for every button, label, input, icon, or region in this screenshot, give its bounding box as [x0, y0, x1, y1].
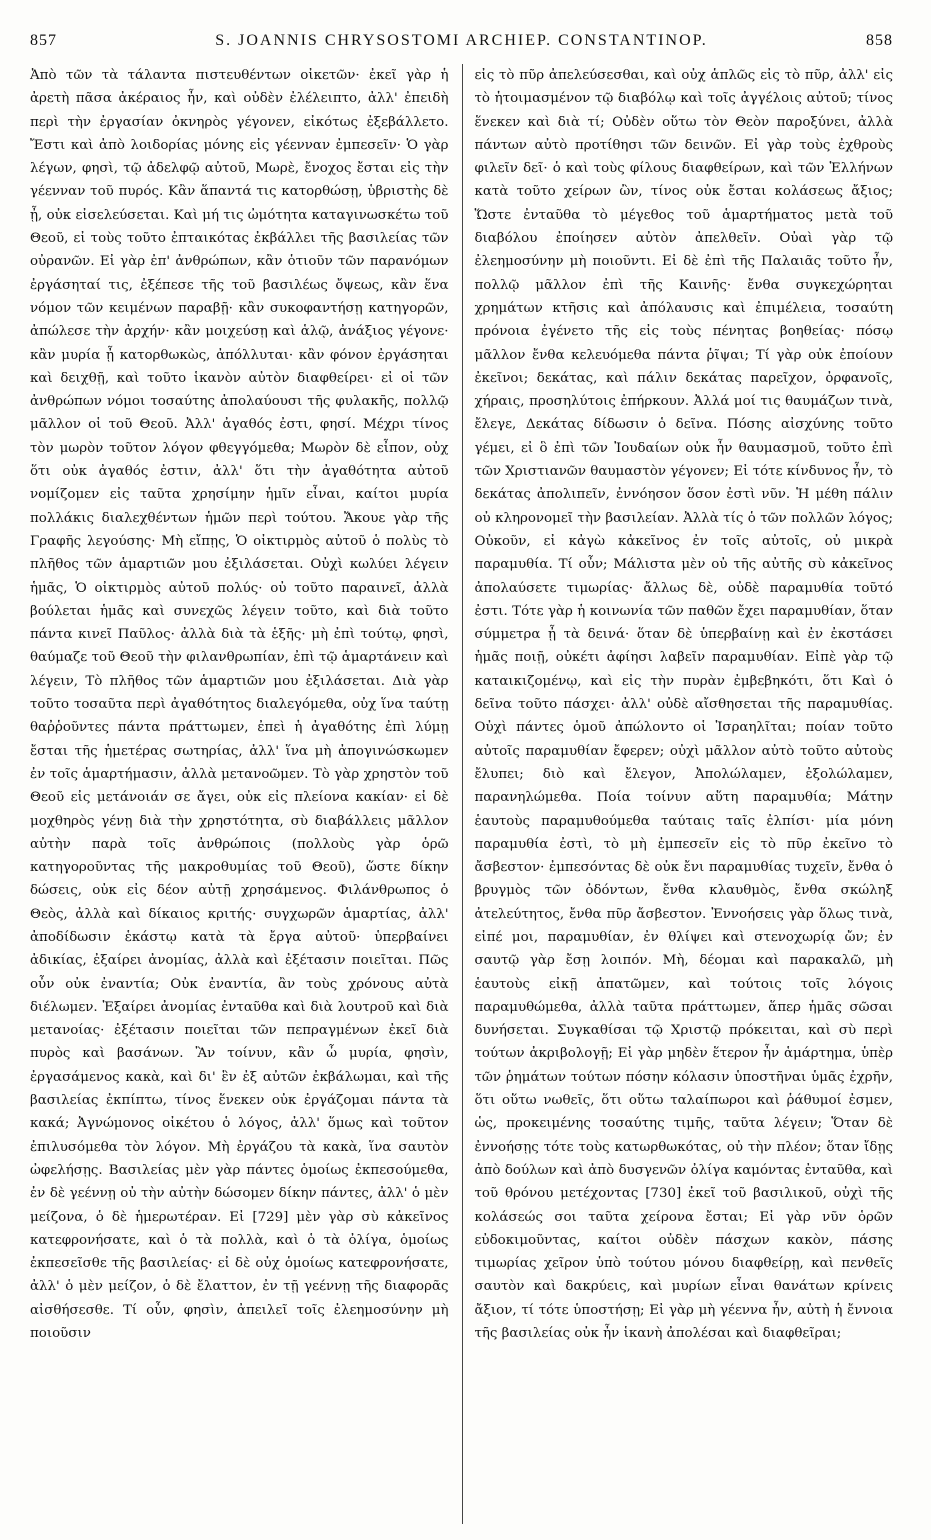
- right-column-text: εἰς τὸ πῦρ ἀπελεύσεσθαι, καὶ οὐχ ἁπλῶς εἰς τὸ πῦρ, ἀλλ' εἰς τὸ ἡτοιμασμένον τῷ διαβόλῳ καὶ τοῖς ἀγγέλοις αὐτοῦ; τίνος ἕνεκεν καὶ διὰ τί; Οὐδὲν οὕτω τὸν Θεὸν παροξύνει, ἀλλὰ πάντων αὐτὸ προτίθησι τῶν δεινῶν. Εἰ γὰρ τοὺς ἐχθροὺς φιλεῖν δεῖ· ὁ καὶ τοὺς φίλους διαφθείρων, καὶ τῶν Ἑλλήνων κατὰ τοῦτο χείρων ὢν, τίνος οὐκ ἔσται κολάσεως ἄξιος; Ὥστε ἐνταῦθα τὸ μέγεθος τοῦ ἁμαρτήματος μετὰ τοῦ διαβόλου ἐποίησεν αὐτὸν ἀπελθεῖν. Οὐαὶ γὰρ τῷ ἐλεημοσύνην μὴ ποιοῦντι. Εἰ δὲ ἐπὶ τῆς Παλαιᾶς τοῦτο ἦν, πολλῷ μᾶλλον ἐπὶ τῆς Καινῆς· ἔνθα συγκεχώρηται χρημάτων κτῆσις καὶ ἀπόλαυσις καὶ ἐπιμέλεια, τοσαύτη πρόνοια ἐγένετο τῆς εἰς τοὺς πένητας βοηθείας· πόσῳ μᾶλλον ἔνθα κελευόμεθα πάντα ῥῖψαι; Τί γὰρ οὐκ ἐποίουν ἐκεῖνοι; δεκάτας, καὶ πάλιν δεκάτας παρεῖχον, ὀρφανοῖς, χήραις, προσηλύτοις ἐπήρκουν. Ἀλλά μοί τις θαυμάζων τινὰ, ἔλεγε, Δεκάτας δίδωσιν ὁ δεῖνα. Πόσης αἰσχύνης τοῦτο γέμει, εἰ ὃ ἐπὶ τῶν Ἰουδαίων οὐκ ἦν θαυμασμοῦ, τοῦτο ἐπὶ τῶν Χριστιανῶν θαυμαστὸν γέγονεν; Εἰ τότε κίνδυνος ἦν, τὸ δεκάτας ἀπολιπεῖν, ἐννόησον ὅσον ἐστὶ νῦν. Ἡ μέθη πάλιν οὐ κληρονομεῖ τὴν βασιλείαν. Ἀλλὰ τίς ὁ τῶν πολλῶν λόγος; Οὐκοῦν, εἰ κἀγὼ κἀκεῖνος ἐν τοῖς αὐτοῖς, οὐ μικρὰ παραμυθία. Τί οὖν; Μάλιστα μὲν οὐ τῆς αὐτῆς σὺ κἀκεῖνος ἀπολαύσετε τιμωρίας· ἄλλως δὲ, οὐδὲ παραμυθία τοῦτό ἐστι. Τότε γὰρ ἡ κοινωνία τῶν παθῶν ἔχει παραμυθίαν, ὅταν σύμμετρα ᾖ τὰ δεινά· ὅταν δὲ ὑπερβαίνῃ καὶ ἐν ἐκστάσει ἡμᾶς ποιῇ, οὐκέτι ἀφίησι λαβεῖν παραμυθίαν. Εἰπὲ γὰρ τῷ καταικιζομένῳ, καὶ εἰς τὴν πυρὰν ἐμβεβηκότι, ὅτι Καὶ ὁ δεῖνα τοῦτο πάσχει· ἀλλ' οὐδὲ αἴσθησεται τῆς παραμυθίας. Οὐχὶ πάντες ὁμοῦ ἀπώλοντο οἱ Ἰσραηλῖται; ποίαν τοῦτο αὐτοῖς παραμυθίαν ἔφερεν; οὐχὶ μᾶλλον αὐτὸ τοῦτο αὐτοὺς ἔλυπει; διὸ καὶ ἔλεγον, Ἀπολώλαμεν, ἐξολώλαμεν, παρανηλώμεθα. Ποία τοίνυν αὕτη παραμυθία; Μάτην ἑαυτοὺς παραμυθούμεθα ταύταις ταῖς ἐλπίσι· μία μόνη παραμυθία ἐστὶ, τὸ μὴ ἐμπεσεῖν εἰς τὸ πῦρ ἐκεῖνο τὸ ἄσβεστον· ἐμπεσόντας δὲ οὐκ ἔνι παραμυθίας τυχεῖν, ἔνθα ὁ βρυγμὸς τῶν ὀδόντων, ἔνθα κλαυθμὸς, ἔνθα σκώληξ ἀτελεύτητος, ἔνθα πῦρ ἄσβεστον. Ἐννοήσεις γὰρ ὅλως τινὰ, εἰπέ μοι, παραμυθίαν, ἐν θλίψει καὶ στενοχωρίᾳ ὤν; ἐν σαυτῷ γὰρ ἔσῃ λοιπόν. Μὴ, δέομαι καὶ παρακαλῶ, μὴ ἑαυτοὺς εἰκῇ ἀπατῶμεν, καὶ τούτοις τοῖς λόγοις παραμυθώμεθα, ἀλλὰ ταῦτα πράττωμεν, ἅπερ ἡμᾶς σῶσαι δυνήσεται. Συγκαθίσαι τῷ Χριστῷ πρόκειται, καὶ σὺ περὶ τούτων ἀκριβολογῇ; Εἰ γὰρ μηδὲν ἕτερον ἦν ἁμάρτημα, ὑπὲρ τῶν ῥημάτων τούτων πόσην κόλασιν ὑποστῆναι ὑμᾶς ἐχρῆν, ὅτι οὕτω νωθεῖς, ὅτι οὕτω ταλαίπωροι καὶ ῥάθυμοί ἐσμεν, ὡς, προκειμένης τοσαύτης τιμῆς, ταῦτα λέγειν; Ὅταν δὲ ἐννοήσῃς τότε τοὺς κατωρθωκότας, οὐ τὴν πλέον; ὅταν ἴδῃς ἀπὸ δούλων καὶ ἀπὸ δυσγενῶν ὀλίγα καμόντας ἐνταῦθα, καὶ τοῦ θρόνου μετέχοντας [730] ἐκεῖ τοῦ βασιλικοῦ, οὐχὶ τῆς κολάσεώς σοι ταῦτα χείρονα ἔσται; Εἰ γὰρ νῦν ὁρῶν εὐδοκιμοῦντας, καίτοι οὐδὲν πάσχων κακὸν, πάσης τιμωρίας χεῖρον ὑπὸ τούτου μόνου διαφθείρῃ, καὶ πενθεῖς σαυτὸν καὶ δακρύεις, καὶ μυρίων εἶναι θανάτων κρίνεις ἄξιον, τί τότε ὑποστήσῃ; Εἰ γὰρ μὴ γέεννα ἦν, αὐτὴ ἡ ἔννοια τῆς βασιλείας οὐκ ἦν ἱκανὴ ἀπολέσαι καὶ διαφθεῖραι;: [474, 68, 893, 1342]
- page-header: [30, 32, 893, 56]
- running-title: S. JOANNIS CHRYSOSTOMI ARCHIEP. CONSTANTINOP.: [215, 32, 708, 49]
- column-divider: [462, 64, 463, 1524]
- left-column-text: Ἀπὸ τῶν τὰ τάλαντα πιστευθέντων οἰκετῶν· ἐκεῖ γὰρ ἡ ἀρετὴ πᾶσα ἀκέραιος ἦν, καὶ οὐδὲν ἐλέλειπτο, ἀλλ' ἐπειδὴ περὶ τὴν ἐργασίαν ὀκνηρὸς γέγονεν, εἰκότως ἐξεβάλλετο. Ἔστι καὶ ἀπὸ λοιδορίας μόνης εἰς γέενναν ἐμπεσεῖν· Ὁ γὰρ λέγων, φησὶ, τῷ ἀδελφῷ αὐτοῦ, Μωρὲ, ἔνοχος ἔσται εἰς τὴν γέενναν τοῦ πυρός. Κἂν ἅπαντά τις κατορθώσῃ, ὑβριστὴς δὲ ᾖ, οὐκ εἰσελεύσεται. Καὶ μή τις ὠμότητα καταγινωσκέτω τοῦ Θεοῦ, εἰ τοὺς τοῦτο ἐπταικότας ἐκβάλλει τῆς βασιλείας τῶν οὐρανῶν. Εἰ γὰρ ἐπ' ἀνθρώπων, κἂν ὁτιοῦν τῶν παρανόμων ἐργάσηταί τις, ἐξέπεσε τῆς τοῦ βασιλέως ὄψεως, κἂν ἕνα νόμον τῶν κειμένων παραβῇ· κἂν συκοφαντήσῃ κατηγορῶν, ἀπώλεσε τὴν ἀρχήν· κἂν μοιχεύσῃ καὶ ἁλῷ, ἀνάξιος γέγονε· κἂν μυρία ᾖ κατορθωκὼς, ἀπόλλυται· κἂν φόνον ἐργάσηται καὶ δειχθῇ, καὶ τοῦτο ἱκανὸν αὐτὸν διαφθείρει· εἰ οἱ τῶν ἀνθρώπων νόμοι τοσαύτης ἀπολαύουσι τῆς φυλακῆς, πολλῷ μᾶλλον οἱ τοῦ Θεοῦ. Ἀλλ' ἀγαθός ἐστι, φησί. Μέχρι τίνος τὸν μωρὸν τοῦτον λόγον φθεγγόμεθα; Μωρὸν δὲ εἶπον, οὐχ ὅτι οὐκ ἀγαθός ἐστιν, ἀλλ' ὅτι τὴν ἀγαθότητα αὐτοῦ νομίζομεν εἰς ταῦτα χρησίμην ἡμῖν εἶναι, καίτοι μυρία πολλάκις διαλεχθέντων ἡμῶν περὶ τούτου. Ἄκουε γὰρ τῆς Γραφῆς λεγούσης· Μὴ εἴπῃς, Ὁ οἰκτιρμὸς αὐτοῦ ὁ πολὺς τὸ πλῆθος τῶν ἁμαρτιῶν μου ἐξιλάσεται. Οὐχὶ κωλύει λέγειν ἡμᾶς, Ὁ οἰκτιρμὸς αὐτοῦ πολύς· οὐ τοῦτο παραινεῖ, ἀλλὰ βούλεται ἡμᾶς καὶ συνεχῶς λέγειν τοῦτο, καὶ διὰ τοῦτο πάντα κινεῖ Παῦλος· ἀλλὰ διὰ τὰ ἑξῆς· μὴ ἐπὶ τούτῳ, φησὶ, θαύμαζε τοῦ Θεοῦ τὴν φιλανθρωπίαν, ἐπὶ τῷ ἁμαρτάνειν καὶ λέγειν, Τὸ πλῆθος τῶν ἁμαρτιῶν μου ἐξιλάσεται. Διὰ γὰρ τοῦτο τοσαῦτα περὶ ἀγαθότητος διαλεγόμεθα, οὐχ ἵνα ταύτῃ θαῤῥοῦντες πάντα πράττωμεν, ἐπεὶ ἡ ἀγαθότης ἐπὶ λύμῃ ἔσται τῆς ἡμετέρας σωτηρίας, ἀλλ' ἵνα μὴ ἀπογινώσκωμεν ἐν τοῖς ἁμαρτήμασιν, ἀλλὰ μετανοῶμεν. Τὸ γὰρ χρηστὸν τοῦ Θεοῦ εἰς μετάνοιάν σε ἄγει, οὐκ εἰς πλείονα κακίαν· εἰ δὲ μοχθηρὸς γένῃ διὰ τὴν χρηστότητα, σὺ διαβάλλεις μᾶλλον αὐτὴν παρὰ τοῖς ἀνθρώποις (πολλοὺς γὰρ ὁρῶ κατηγοροῦντας τῆς μακροθυμίας τοῦ Θεοῦ), ὥστε δίκην δώσεις, οὐκ εἰς δέον αὐτῇ χρησάμενος. Φιλάνθρωπος ὁ Θεὸς, ἀλλὰ καὶ δίκαιος κριτής· συγχωρῶν ἁμαρτίας, ἀλλ' ἀποδίδωσιν ἑκάστῳ κατὰ τὰ ἔργα αὐτοῦ· ὑπερβαίνει ἀδικίας, ἐξαίρει ἀνομίας, ἀλλὰ καὶ ἐξέτασιν ποιεῖται. Πῶς οὖν οὐκ ἐναντία; Οὐκ ἐναντία, ἂν τοὺς χρόνους αὐτὰ διέλωμεν. Ἐξαίρει ἀνομίας ἐνταῦθα καὶ διὰ λουτροῦ καὶ διὰ μετανοίας· ἐξέτασιν ποιεῖται τῶν πεπραγμένων ἐκεῖ διὰ πυρὸς καὶ βασάνων. Ἂν τοίνυν, κἂν ὦ μυρία, φησὶν, ἐργασάμενος κακὰ, καὶ δι' ἓν ἐξ αὐτῶν ἐκβάλωμαι, καὶ τῆς βασιλείας ἐκπίπτω, τίνος ἕνεκεν οὐκ ἐργάζομαι πάντα τὰ κακά; Ἀγνώμονος οἰκέτου ὁ λόγος, ἀλλ' ὅμως καὶ τοῦτον ἐπιλυσόμεθα τὸν λόγον. Μὴ ἐργάζου τὰ κακὰ, ἵνα σαυτὸν ὠφελήσῃς. Βασιλείας μὲν γὰρ πάντες ὁμοίως ἐκπεσούμεθα, ἐν δὲ γεέννῃ οὐ τὴν αὐτὴν δώσομεν δίκην πάντες, ἀλλ' ὁ μὲν μείζονα, ὁ δὲ ἡμερωτέραν. Εἰ [729] μὲν γὰρ σὺ κἀκεῖνος κατεφρονήσατε, καὶ ὁ τὰ πολλὰ, καὶ ὁ τὰ ὀλίγα, ὁμοίως ἐκπεσεῖσθε τῆς βασιλείας· εἰ δὲ οὐχ ὁμοίως κατεφρονήσατε, ἀλλ' ὁ μὲν μείζον, ὁ δὲ ἔλαττον, ἐν τῇ γεέννῃ τῆς διαφορᾶς αἰσθήσεσθε. Τί οὖν, φησὶν, ἀπειλεῖ τοῖς ἐλεημοσύνην μὴ ποιοῦσιν: [30, 68, 449, 1342]
- right-column: [475, 64, 894, 1345]
- right-page-number: 858: [866, 32, 893, 49]
- left-column: [30, 64, 449, 1345]
- left-page-number: 857: [30, 32, 57, 49]
- text-columns: [30, 64, 893, 1345]
